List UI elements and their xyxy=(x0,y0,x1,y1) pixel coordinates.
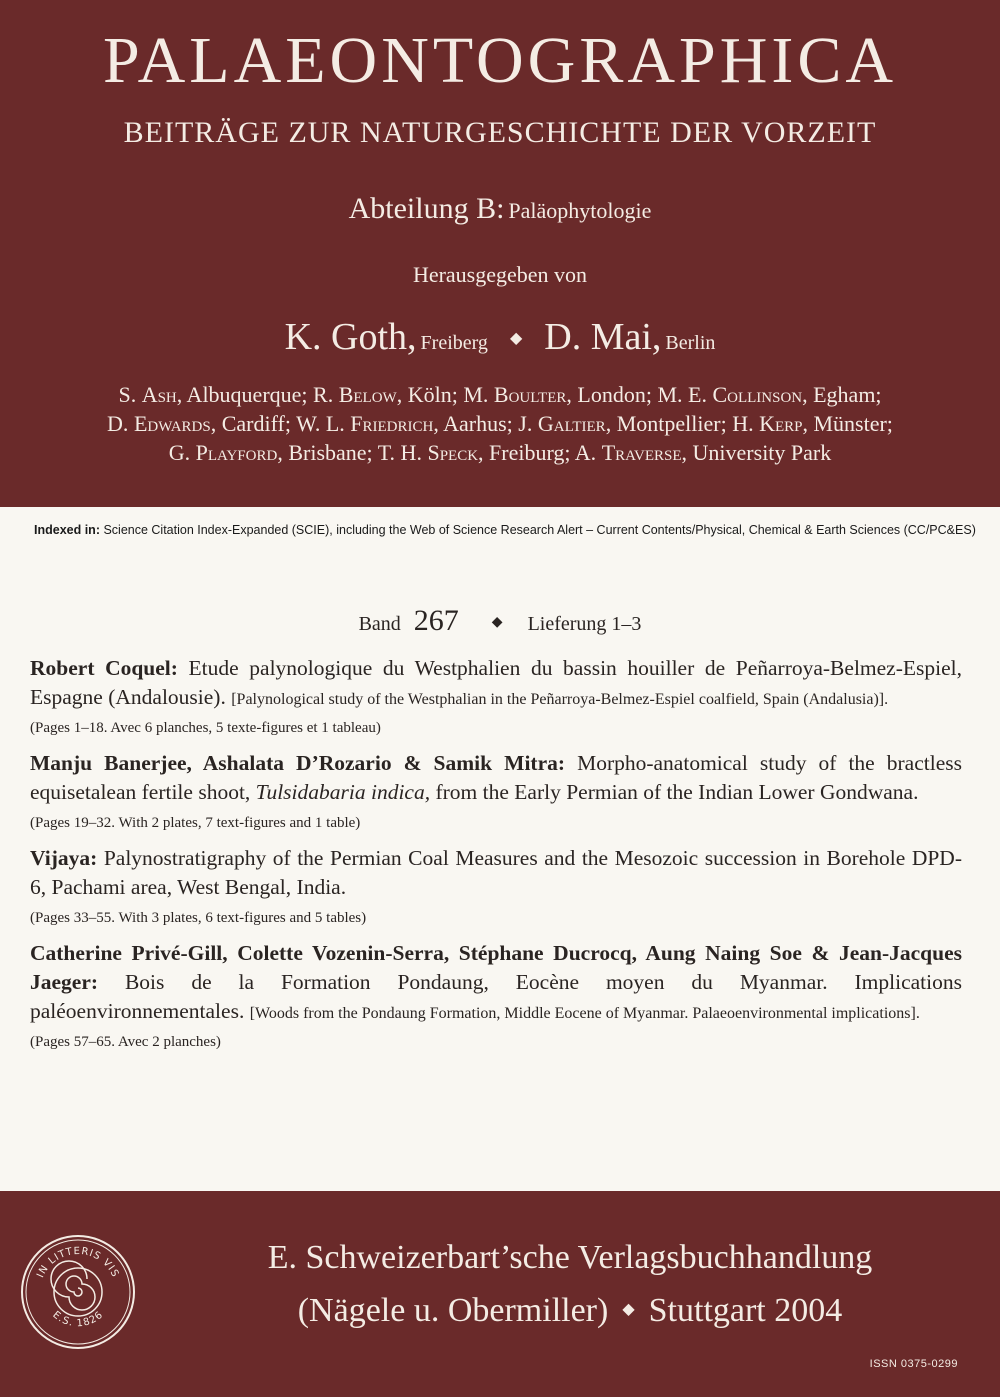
section-line xyxy=(0,194,1000,224)
contributor xyxy=(463,382,657,407)
seal-year: E.S. 1826 xyxy=(50,1309,106,1330)
table-of-contents xyxy=(30,654,962,1063)
article-translation: [Palynological study of the Westphalian in the Peñarroya-Belmez-Espiel coalfield, Spain (Andalusia)]. xyxy=(231,691,889,708)
editor-name: K. Goth, xyxy=(284,316,417,358)
contributor-city: , Aarhus; xyxy=(433,411,519,436)
publisher-seal-icon xyxy=(18,1232,138,1352)
publisher-block xyxy=(170,1232,970,1337)
contributor-city: , Montpellier; xyxy=(605,411,733,436)
contributor xyxy=(107,411,296,436)
indexing-note xyxy=(34,523,974,537)
contributor-surname: Boulter xyxy=(493,382,567,407)
contributor-initials: S. xyxy=(118,382,142,407)
article-title-taxon: Tulsidabaria indica, xyxy=(255,780,431,804)
contributor xyxy=(118,382,313,407)
contributor-initials: D. xyxy=(107,411,134,436)
article-title-end: from the Early Permian of the Indian Lower Gondwana. xyxy=(430,780,919,804)
article-heading xyxy=(30,844,962,902)
journal-subtitle: BEITRÄGE ZUR NATURGESCHICHTE DER VORZEIT xyxy=(123,116,877,149)
volume-line xyxy=(0,606,1000,636)
editor-name: D. Mai, xyxy=(544,316,662,358)
contributor-city: , Köln; xyxy=(396,382,464,407)
contributor-initials: R. xyxy=(313,382,339,407)
article-pages: (Pages 1–18. Avec 6 planches, 5 texte-figures et 1 tableau) xyxy=(30,720,381,736)
header-band xyxy=(0,0,1000,507)
seal-motto: IN LITTERIS VIS xyxy=(35,1245,121,1280)
contributor-city: , Brisbane; xyxy=(277,440,378,465)
contributor-city: , Münster; xyxy=(802,411,893,436)
volume-number: 267 xyxy=(413,604,459,637)
article-entry xyxy=(30,654,962,739)
article-entry xyxy=(30,749,962,834)
contributor-initials: A. xyxy=(574,440,602,465)
contributor-city: , London; xyxy=(566,382,658,407)
article-authors: Robert Coquel: xyxy=(30,656,178,680)
section-label: Abteilung B: xyxy=(348,192,505,225)
section-topic: Paläophytologie xyxy=(508,198,652,223)
contributor xyxy=(313,382,463,407)
article-authors: Manju Banerjee, Ashalata D’Rozario & Samik Mitra: xyxy=(30,751,566,775)
article-pages: (Pages 57–65. Avec 2 planches) xyxy=(30,1034,221,1050)
contributor-surname: Friedrich xyxy=(350,411,434,436)
indexing-text: Science Citation Index-Expanded (SCIE), including the Web of Science Research Alert – Current Contents/Physical, Chemical & Earth Sciences (CC/PC&ES) xyxy=(99,523,976,537)
contributor-surname: Ash xyxy=(141,382,177,407)
publisher-name: E. Schweizerbart’sche Verlagsbuchhandlung xyxy=(267,1239,873,1276)
contributor-surname: Collinson xyxy=(712,382,803,407)
diamond-separator-icon: ◆ xyxy=(622,1301,635,1318)
contributor-city: , Albuquerque; xyxy=(176,382,314,407)
article-title: Morpho-anatomical study of the bractless equisetalean fertile shoot, xyxy=(30,751,962,804)
article-title: Bois de la Formation Pondaung, Eocène moyen du Myanmar. Implications paléoenvironnementales. xyxy=(30,970,962,1023)
article-entry xyxy=(30,939,962,1053)
contributor-initials: J. xyxy=(518,411,538,436)
editors-line xyxy=(0,318,1000,356)
contributor-initials: M. E. xyxy=(657,382,713,407)
publisher-place-year: Stuttgart 2004 xyxy=(648,1292,843,1329)
contributor-initials: G. xyxy=(168,440,196,465)
article-pages: (Pages 19–32. With 2 plates, 7 text-figures and 1 table) xyxy=(30,815,361,831)
article-authors: Catherine Privé-Gill, Colette Vozenin-Serra, Stéphane Ducrocq, Aung Naing Soe & Jean-Jacques Jaeger: xyxy=(30,941,962,994)
contributor-surname: Kerp xyxy=(759,411,803,436)
contributor xyxy=(169,440,378,465)
article-pages: (Pages 33–55. With 3 plates, 6 text-figures and 5 tables) xyxy=(30,910,367,926)
contributor-initials: T. H. xyxy=(377,440,428,465)
contributor xyxy=(518,411,732,436)
article-title: Palynostratigraphy of the Permian Coal Measures and the Mesozoic succession in Borehole DPD-6, Pachami area, West Bengal, India. xyxy=(30,846,962,899)
contributor-surname: Below xyxy=(338,382,397,407)
contributor xyxy=(575,440,831,465)
publisher-line-2 xyxy=(170,1284,970,1337)
editor-city: Freiberg xyxy=(420,332,488,354)
editor-city: Berlin xyxy=(665,332,716,354)
indexing-label: Indexed in: xyxy=(34,523,100,537)
contributor xyxy=(378,440,575,465)
diamond-separator-icon: ◆ xyxy=(491,615,503,630)
contributor-surname: Traverse xyxy=(601,440,682,465)
article-translation: [Woods from the Pondaung Formation, Middle Eocene of Myanmar. Palaeoenvironmental implications]. xyxy=(249,1005,920,1022)
svg-text:E.S. 1826 xyxy=(50,1309,105,1329)
contributor-surname: Galtier xyxy=(537,411,606,436)
publisher-owners: (Nägele u. Obermiller) xyxy=(297,1292,609,1329)
article-heading xyxy=(30,939,962,1026)
contributor xyxy=(296,411,518,436)
contributor-initials: H. xyxy=(732,411,760,436)
contributor-surname: Speck xyxy=(427,440,479,465)
contributor-surname: Edwards xyxy=(133,411,211,436)
article-authors: Vijaya: xyxy=(30,846,98,870)
article-title: Etude palynologique du Westphalien du bassin houiller de Peñarroya-Belmez-Espiel, Espagne (Andalousie). xyxy=(30,656,962,709)
journal-title: PALAEONTOGRAPHICA xyxy=(102,24,898,97)
contributor xyxy=(732,411,893,436)
contributor xyxy=(657,382,881,407)
issn: ISSN 0375-0299 xyxy=(869,1358,958,1370)
contributor-city: , Egham; xyxy=(802,382,882,407)
article-heading xyxy=(30,654,962,712)
volume-label: Band xyxy=(358,613,401,635)
edited-by-label: Herausgegeben von xyxy=(412,262,588,287)
article-heading xyxy=(30,749,962,807)
contributor-city: , Cardiff; xyxy=(210,411,297,436)
issue-label: Lieferung 1–3 xyxy=(527,613,642,635)
contributor-initials: W. L. xyxy=(296,411,351,436)
contributor-initials: M. xyxy=(463,382,494,407)
diamond-separator-icon: ◆ xyxy=(509,330,523,347)
contributor-surname: Playford xyxy=(195,440,278,465)
contributor-city: , University Park xyxy=(681,440,832,465)
contributor-city: , Freiburg; xyxy=(478,440,575,465)
article-entry xyxy=(30,844,962,929)
contributors-list xyxy=(20,380,980,467)
